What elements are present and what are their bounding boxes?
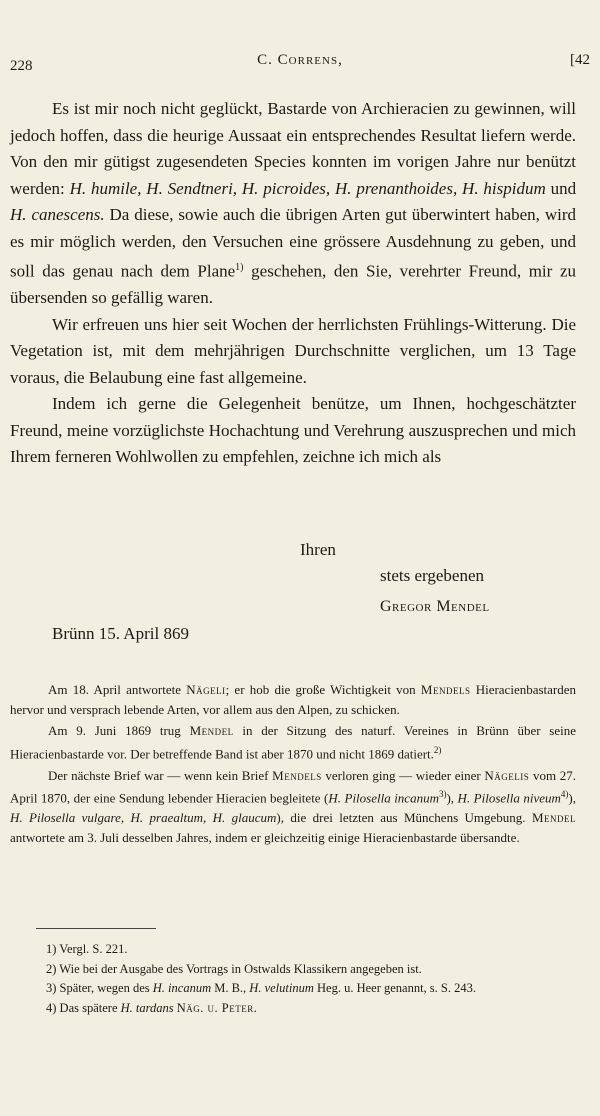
species-humile: H. humile, bbox=[69, 178, 142, 198]
footnote-1: 1) Vergl. S. 221. bbox=[46, 942, 128, 956]
footnote-ref-3: 3) bbox=[438, 789, 447, 800]
commentary-paragraph-2: Am 9. Juni 1869 trug Mendel in der Sitzung des naturf. Vereines in Brünn über seine Hieracienbastarde vor. Der betreffende Band ist aber 1870 und nicht 1869 datiert.$^{2)}$ bbox=[10, 723, 577, 762]
page-header bbox=[10, 52, 590, 74]
species-prenanthoides: H. prenanthoides, bbox=[334, 178, 458, 198]
species-sendtneri: H. Sendtneri, bbox=[146, 178, 238, 198]
running-head-reference: [42 bbox=[570, 52, 590, 68]
species-hispidum: H. hispidum bbox=[462, 178, 546, 198]
signature: Gregor Mendel bbox=[380, 598, 490, 615]
commentary-paragraph-3: Der nächste Brief war — wenn kein Brief Mendels verloren ging — wieder einer Nägelis vom 27. April 1870, der eine Sendung lebender Hieracien begleitete (H. Pilosella incanum$^{3)}$), H. Pilosella niveum$^{4)}$), H. Pilosella vulgare, H. praealtum, H. glaucum), die drei letzten aus Münchens Umgebung. Mendel antwortete am 3. Juli desselben Jahres, indem er gleichzeitig einige Hieracienbastarde übersandte. bbox=[10, 767, 576, 845]
closing-stets-ergebenen: stets ergebenen bbox=[380, 566, 485, 585]
footnote-ref-1: 1) bbox=[235, 262, 244, 273]
footnote-divider bbox=[36, 928, 156, 929]
species-picroides: H. picroides, bbox=[241, 178, 331, 198]
species-canescens: H. canescens. bbox=[10, 205, 105, 224]
letter-body bbox=[10, 96, 576, 471]
letter-paragraph-1: Es ist mir noch nicht geglückt, Bastarde von Archieracien zu gewinnen, will jedoch hoffen, dass die heurige Aussaat ein entsprechendes Resultat liefern werde. Von den mir gütigst zugesendeten Species konnten im vorigen Jahre nur benützt werden: H. humile, H. Sendtneri, H. picroides, H. prenanthoides, H. hispidum und H. canescens. Da diese, sowie auch die übrigen Arten gut überwintert haben, wird es mir möglich werden, den Versuchen eine grössere Ausdehnung zu geben, und soll das genau nach dem Plane$^{1)}$ geschehen, den Sie, verehrter Freund, mir zu übersenden so gefällig waren. bbox=[10, 99, 577, 308]
footnotes bbox=[46, 940, 582, 1018]
letter-paragraph-2: Wir erfreuen uns hier seit Wochen der herrlichsten Frühlings-Witterung. Die Vegetation ist, mit dem mehrjährigen Durchschnitte verglichen, um 13 Tage voraus, die Belaubung eine fast allgemeine. bbox=[10, 314, 576, 387]
commentary-paragraph-1: Am 18. April antwortete Nägeli; er hob die große Wichtigkeit von Mendels Hieracienbastarden hervor und versprach lebende Arten, vor allem aus den Alpen, zu schicken. bbox=[10, 682, 577, 717]
letter-paragraph-3: Indem ich gerne die Gelegenheit benütze, um Ihnen, hochgeschätzter Freund, meine vorzüglichste Hochachtung und Verehrung auszusprechen und mich Ihrem ferneren Wohlwollen zu empfehlen, zeichne ich mich als bbox=[10, 394, 576, 467]
running-head-author: C. Correns, bbox=[257, 52, 343, 68]
page-number: 228 bbox=[10, 58, 33, 74]
footnote-3: 3) Später, wegen des H. incanum M. B., H. velutinum Heg. u. Heer genannt, s. S. 243. bbox=[46, 981, 476, 995]
footnote-ref-4: 4) bbox=[560, 789, 569, 800]
editor-commentary bbox=[10, 680, 576, 849]
closing-ihren: Ihren bbox=[300, 540, 336, 559]
footnote-2: 2) Wie bei der Ausgabe des Vortrags in Ostwalds Klassikern angegeben ist. bbox=[46, 961, 422, 976]
footnote-4: 4) Das spätere H. tardans Näg. u. Peter. bbox=[46, 1000, 258, 1015]
letter-date: Brünn 15. April 869 bbox=[52, 624, 189, 643]
footnote-ref-2: 2) bbox=[433, 744, 442, 755]
